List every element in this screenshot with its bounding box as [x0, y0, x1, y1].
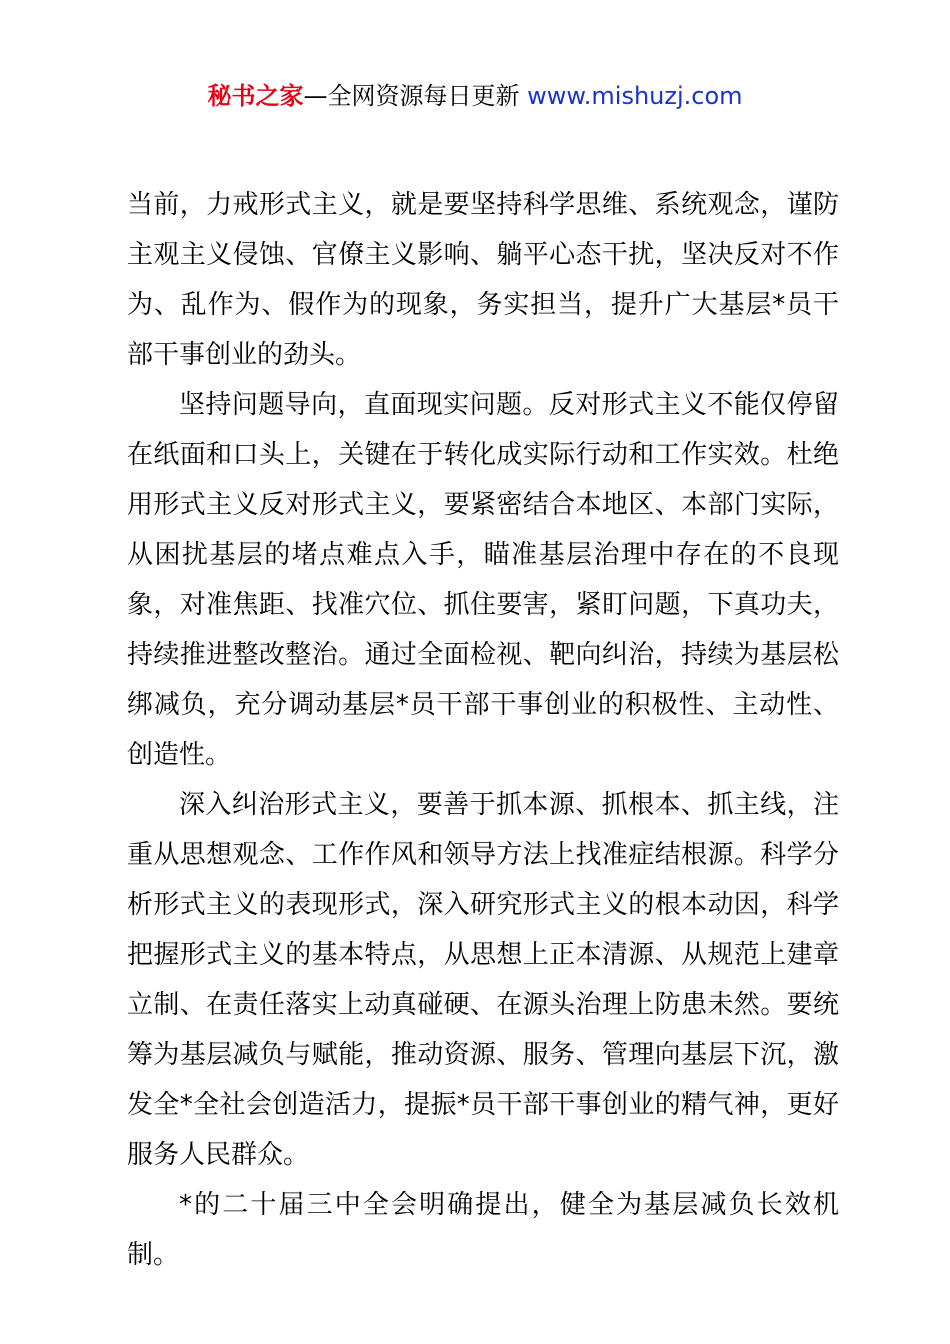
header-slogan: —全网资源每日更新: [303, 82, 520, 110]
paragraph-1: 当前，力戒形式主义，就是要坚持科学思维、系统观念，谨防主观主义侵蚀、官僚主义影响、躺平心态干扰，坚决反对不作为、乱作为、假作为的现象，务实担当，提升广大基层*员干部干事创业的劲头。: [127, 190, 839, 370]
paragraph-4: *的二十届三中全会明确提出，健全为基层减负长效机制。: [127, 1190, 839, 1270]
website-link[interactable]: www.mishuzj.com: [527, 82, 743, 110]
paragraph-2: 坚持问题导向，直面现实问题。反对形式主义不能仅停留在纸面和口头上，关键在于转化成实际行动和工作实效。杜绝用形式主义反对形式主义，要紧密结合本地区、本部门实际，从困扰基层的堵点难点入手，瞄准基层治理中存在的不良现象，对准焦距、找准穴位、抓住要害，紧盯问题，下真功夫，持续推进整改整治。通过全面检视、靶向纠治，持续为基层松绑减负，充分调动基层*员干部干事创业的积极性、主动性、创造性。: [127, 390, 839, 770]
brand-name: 秘书之家: [207, 82, 304, 110]
paragraph-3: 深入纠治形式主义，要善于抓本源、抓根本、抓主线，注重从思想观念、工作作风和领导方法上找准症结根源。科学分析形式主义的表现形式，深入研究形式主义的根本动因，科学把握形式主义的基本特点，从思想上正本清源、从规范上建章立制、在责任落实上动真碰硬、在源头治理上防患未然。要统筹为基层减负与赋能，推动资源、服务、管理向基层下沉，激发全*全社会创造活力，提振*员干部干事创业的精气神，更好服务人民群众。: [127, 790, 839, 1170]
document-body: [127, 180, 839, 1280]
page-header: [0, 80, 950, 112]
